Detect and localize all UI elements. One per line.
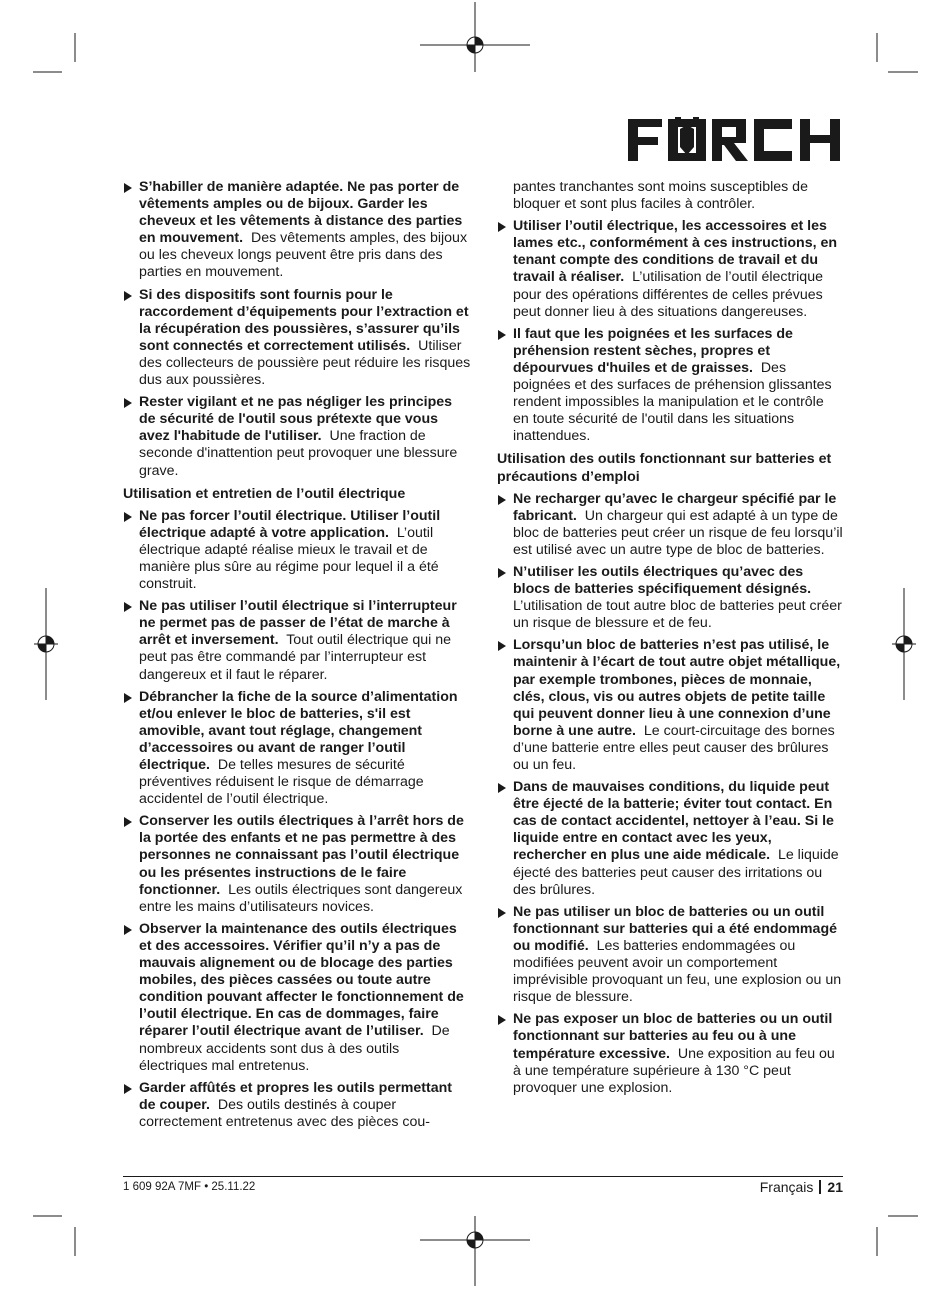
item-bold-text: Ne pas utiliser l’outil électrique si l’interrupteur ne permet pas de passer de l’état de marche à arrêt et inversement. [139, 598, 457, 649]
item-text: Le liquide éjecté des batteries peut causer des irritations ou des brûlures. [513, 847, 839, 898]
bullet-triangle-icon [498, 568, 506, 578]
item-bold-text: Ne recharger qu’avec le chargeur spécifié par le fabricant. [513, 490, 837, 524]
bullet-triangle-icon [498, 1015, 506, 1025]
item-text: Des vêtements amples, des bijoux ou les cheveux longs peuvent être pris dans des parties en mouvement. [139, 230, 468, 281]
item-text: Utiliser des collecteurs de poussière peut réduire les risques dus aux poussières. [139, 337, 471, 389]
list-item [123, 394, 471, 479]
list-item [497, 326, 843, 446]
item-text: Les batteries endommagées ou modifiées peuvent avoir un comportement imprévisible provoquant un feu, une explosion ou un risque de blessure. [513, 937, 842, 1006]
bullet-triangle-icon [498, 330, 506, 340]
item-bold-text: S’habiller de manière adaptée. Ne pas porter de vêtements amples ou de bijoux. Garder les cheveux et les vêtements à distance des parties en mouvement. [139, 179, 463, 247]
bullet-triangle-icon [498, 222, 506, 232]
list-item [123, 921, 471, 1075]
item-bold-text: Utiliser l’outil électrique, les accessoires et les lames etc., conformément à ces instructions, en tenant compte des conditions de travail et du travail à réaliser. [513, 218, 838, 286]
left-column [123, 179, 471, 1136]
bullet-triangle-icon [124, 817, 132, 827]
item-bold-text: N’utiliser les outils électriques qu’avec des blocs de batteries spécifiquement désignés. [513, 563, 812, 598]
bullet-triangle-icon [124, 602, 132, 612]
footer-language: Français [759, 1179, 814, 1195]
section-heading: Utilisation des outils fonctionnant sur batteries et précautions d’emploi [497, 451, 832, 485]
item-text: L’outil électrique adapté réalise mieux le travail et de manière plus sûre au régime pour lequel il a été construit. [139, 524, 439, 593]
page-number: 21 [827, 1179, 843, 1195]
item-text: L’utilisation de tout autre bloc de batteries peut créer un risque de blessure et de feu. [513, 598, 842, 632]
item-text: Des poignées et des surfaces de préhension glissantes rendent impossibles la manipulation et le contrôle en toute sécurité de l'outil dans les situations inattendues. [513, 359, 832, 445]
item-bold-text: Garder affûtés et propres les outils permettant de couper. [139, 1079, 452, 1113]
footer-divider [123, 1176, 843, 1177]
bullet-triangle-icon [498, 783, 506, 793]
item-bold-text: Dans de mauvaises conditions, du liquide peut être éjecté de la batterie; éviter tout contact. En cas de contact accidentel, nettoyer à l’eau. Si le liquide entre en contact avec les yeux, rechercher en plus une aide médicale. [513, 779, 834, 864]
bullet-triangle-icon [124, 398, 132, 408]
list-item [497, 218, 843, 321]
item-bold-text: Conserver les outils électriques à l’arrêt hors de la portée des enfants et ne pas permettre à des personnes ne connaissant pas l’outil électrique ou les présentes instructions de le faire fonctionner. [139, 813, 464, 898]
item-text: Les outils électriques sont dangereux entre les mains d’utilisateurs novices. [139, 881, 463, 915]
item-text: De telles mesures de sécurité préventives réduisent le risque de démarrage accidentel de l’outil électrique. [139, 757, 424, 808]
item-text: Le court-circuitage des bornes d’une batterie entre elles peut causer des brûlures ou un feu. [513, 722, 835, 773]
list-item [123, 689, 471, 809]
item-bold-text: Lorsqu’un bloc de batteries n’est pas utilisé, le maintenir à l’écart de tout autre objet métallique, par exemple trombones, pièces de monnaie, clés, clous, vis ou autres objets de petite taille qui peuvent donner lieu à une connexion d’une borne à une autre. [513, 637, 841, 739]
list-item [497, 491, 843, 559]
item-text: Une exposition au feu ou à une température supérieure à 130 °C peut provoquer une explosion. [513, 1045, 835, 1096]
list-item [123, 508, 471, 593]
bullet-triangle-icon [124, 512, 132, 522]
bullet-triangle-icon [124, 1084, 132, 1094]
list-item [497, 779, 843, 899]
item-bold-text: Ne pas forcer l’outil électrique. Utiliser l’outil électrique adapté à votre application. [139, 507, 441, 541]
list-item [497, 904, 843, 1007]
bullet-triangle-icon [124, 693, 132, 703]
list-item [497, 1011, 843, 1096]
section-heading: Utilisation et entretien de l’outil électrique [123, 485, 406, 502]
item-text: Tout outil électrique qui ne peut pas être commandé par l’interrupteur est dangereux et il faut le réparer. [139, 632, 452, 683]
item-bold-text: Observer la maintenance des outils électriques et des accessoires. Vérifier qu’il n’y a pas de mauvais alignement ou de blocage des parties mobiles, des pièces cassées ou toute autre condition pouvant affecter le fonctionnement de l’outil électrique. En cas de dommages, faire réparer l’outil électrique avant de l’utiliser. [139, 920, 464, 1040]
brand-logo [628, 117, 842, 163]
list-item [123, 287, 471, 390]
bullet-triangle-icon [498, 908, 506, 918]
item-bold-text: Si des dispositifs sont fournis pour le raccordement d’équipements pour l’extraction et la récupération des poussières, s’assurer qu’ils sont connectés et correctement utilisés. [139, 286, 469, 354]
list-item [123, 813, 471, 916]
footer-page-info [760, 1179, 843, 1195]
bullet-triangle-icon [498, 495, 506, 505]
item-text: Des outils destinés à couper correctement entretenus avec des pièces cou- [139, 1096, 430, 1130]
item-bold-text: Débrancher la fiche de la source d’alimentation et/ou enlever le bloc de batteries, s'il est amovible, avant tout réglage, changement d’accessoires ou avant de ranger l’outil électrique. [139, 688, 458, 773]
item-text: L’utilisation de l’outil électrique pour des opérations différentes de celles prévues peut donner lieu à des situations dangereuses. [513, 269, 823, 320]
right-column [497, 179, 843, 1102]
item-bold-text: Ne pas utiliser un bloc de batteries ou un outil fonctionnant sur batteries qui a été endommagé ou modifié. [513, 903, 837, 954]
item-text: Une fraction de seconde d'inattention peut provoquer une blessure grave. [139, 428, 458, 479]
item-bold-text: Ne pas exposer un bloc de batteries ou un outil fonctionnant sur batteries au feu ou à une température excessive. [513, 1011, 833, 1062]
list-item [123, 598, 471, 683]
item-text: Un chargeur qui est adapté à un type de bloc de batteries peut créer un risque de feu lorsqu’il est utilisé avec un autre type de bloc de batteries. [513, 507, 843, 558]
list-item [497, 564, 843, 632]
bullet-triangle-icon [124, 291, 132, 301]
list-item [123, 179, 471, 282]
continued-text: pantes tranchantes sont moins susceptibles de bloquer et sont plus faciles à contrôler. [513, 179, 808, 213]
bullet-triangle-icon [498, 641, 506, 651]
list-item [123, 1080, 471, 1131]
item-bold-text: Rester vigilant et ne pas négliger les principes de sécurité de l'outil sous prétexte que vous avez l'habitude de l'utiliser. [139, 394, 453, 445]
footer-doc-code: 1 609 92A 7MF • 25.11.22 [123, 1181, 256, 1193]
item-bold-text: Il faut que les poignées et les surfaces de préhension restent sèches, propres et dépourvues d'huiles et de graisses. [513, 325, 793, 376]
bullet-triangle-icon [124, 183, 132, 193]
item-text: De nombreux accidents sont dus à des outils électriques mal entretenus. [139, 1023, 450, 1074]
list-item [497, 637, 843, 774]
bullet-triangle-icon [124, 925, 132, 935]
footer-separator [819, 1180, 821, 1194]
